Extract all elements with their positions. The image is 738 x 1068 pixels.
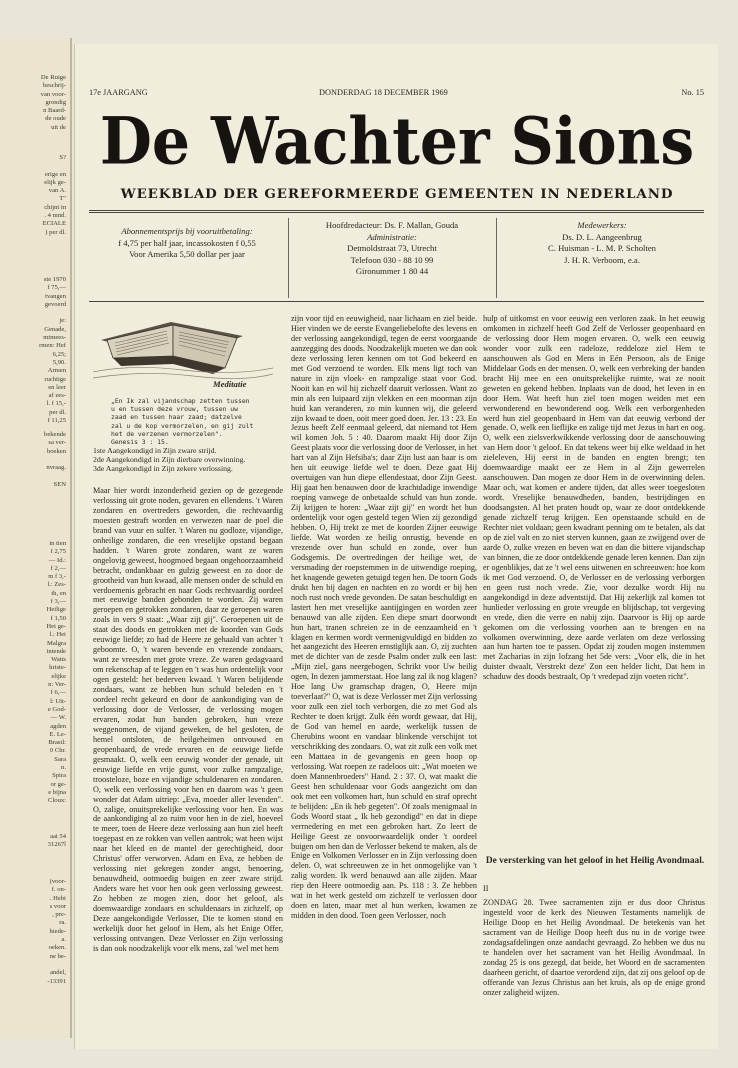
agenda-item: 2de Aangekondigd in Zijn dierbare overwinning.: [93, 455, 246, 465]
article-column-1: [93, 486, 283, 1044]
address-line: Detmoldstraat 73, Utrecht: [347, 243, 437, 254]
agenda-item: 3de Aangekondigd in Zijn zekere verlossing.: [93, 464, 233, 474]
subscription-box: [89, 218, 285, 298]
contributor-name: Ds. D. L. Aangeenbrug: [562, 231, 642, 242]
prev-fragment: (voor- f. on- . Hebt s voor , pre- ra. hiede- a. oeken. ne be- andel, -13391: [47, 878, 66, 985]
masthead-subtitle: WEEKBLAD DER GEREFORMEERDE GEMEENTEN IN NEDERLAND: [120, 186, 674, 202]
subscription-line: f 4,75 per half jaar, incassokosten f 0,55: [118, 237, 256, 248]
prev-fragment: S? erige en elijk ge- van A. T" chijnt in . 4 mnd. ECIALE ) per dl.: [42, 154, 66, 236]
prev-fragment: De Ruige beschrij- van voor- grondig n Baard- de oude uit de: [40, 74, 66, 131]
box-divider: [288, 218, 289, 298]
section-heading: De versterking van het geloof in het Heilig Avondmaal.: [485, 856, 705, 866]
meditation-quote: „En Ik zal vijandschap zetten tussen u en tussen deze vrouw, tussen uw zaad en tussen haar zaad; datzelve zal u de kop vermorzelen, en gij zult het de verzenen vermorzelen". Genesis 3 : 15.: [111, 397, 254, 447]
meditation-label: Meditatie: [213, 379, 247, 389]
prev-fragment: aat 54 31267l: [47, 833, 66, 849]
date-label: DONDERDAG 18 DECEMBER 1969: [319, 88, 448, 97]
volume-label: 17e JAARGANG: [89, 88, 148, 97]
previous-page-strip: [0, 38, 72, 1038]
contributor-name: J. H. R. Verboom, e.a.: [564, 254, 640, 265]
issue-number: No. 15: [681, 88, 704, 97]
header-rule: [89, 210, 704, 211]
admin-heading: Administratie:: [367, 231, 417, 242]
article-column-2: [291, 314, 477, 1044]
contributors-box: [499, 218, 705, 298]
prev-fragment: in tien f 2,75 — Id.: f 2,— m f 3,- l.: Zes- th, en f 3,— Heilige f 1,50 Het ge- l.: Het Malgra intende Watts hriste- elijke n: Ver- f 6,— l: Uit- e God- — W. agden E. Le- Brasil: 0 Chr. Sara n. Spira or ge- e bijna Cloux:: [46, 540, 66, 805]
phone-line: Telefoon 030 - 88 10 99: [350, 254, 434, 265]
article-column-3b: [483, 898, 705, 1044]
column-text: hulp of uitkomst en voor eeuwig een verloren zaak. In het eeuwig omkomen in zichzelf heeft God Zelf de Verlosser geopenbaard en de verlossing door Hem mogen ervaren. O, welk een eeuwig wonder voor zulk een radeloze, reddeloze ziel Hem te aanschouwen als God en Mens in Eén Persoon, als de Enige Middelaar Gods en der mensen. O, welk een verbreking der banden bracht Hij mee en een onuitsprekelijke ruimte, wat ze nooit geweten en gekend hebben. Inplaats van de dood, het leven in en door Hem. Wat heeft hun ziel toen mogen weiden met een verwonderend en bewonderend oog. Welk een verborgenheden werd hun ziel geopenbaard in Hem van dat eeuwig verbond der genade. O, welk een lieflijke en zalige tijd met Jezus in hart en oog. O, welk een zielsverkwikkende verlossing door de aanschouwing van Hem door 't geloof. En dat tekens weer bij elke weldaad in het zieleleven, Hij eerst in de banden en engten brengt; ten doemwaardige maakt eer ze Hem in al Zijn gewerrelen aanschouwen. Dan mogen ze door Hem in de overwinning delen. Maar och, wat komen er andere tijden, dat alles weer toegesloten wordt. Vreselijke benauwdheden, banden, bestrijdingen en doodsangsten. Al het praten houdt op, waar ze door ontdekkende genade zichzelf terug krijgen. Een openstaande schuld en de Rechter niet voldaan; geen kwadrant penning om te betalen, als dat op de ziel valt en zo niet sterven kunnen, gaan ze zwijgend over de aarde O, zulke vrezen en beven wat en dan die bittere vijandschap van binnen, die ze door ontdekkende genade leren kennen. Dan zijn er ogenblikjes, dat ze 't wel eens uitwenen en schreeuwen: hoe kom ik met God verzoend. O, de Verlosser en de verlossing verborgen en geen rust noch vrede. Zie, voor dezulke wordt Hij nu aangekondigd in deze adventstijd. Dat Hij zekerlijk zal komen tot hunlieder verlossing en grote vreugde en blijdschap, tot vergeving en vrede, dien die verre en nabij zijn. Daarvoor is Hij op aarde gekomen om die verlossing voorhen aan te brengen en na volkomen overwinning, deze aarde verlaten om deze verlossing aan hun harten toe te passen. Opdat zij zouden mogen instemmen met Zacharias in zijn lofzang het 5de vers: „Voor elk, die in het duister dwaalt, Verstrekt deze' Zon een helder licht, Dat hem in schaduw des doods bestraalt, Op 't vredepad zijn voeten richt".: [483, 314, 705, 682]
prev-fragment: bekende sa ver- boeken nvraag. SEN: [44, 431, 66, 488]
header-rule: [89, 301, 704, 302]
header-rule: [89, 212, 704, 213]
subscription-line: Voor Amerika 5,50 dollar per jaar: [129, 249, 245, 260]
giro-line: Gironummer 1 80 44: [355, 266, 429, 277]
column-text: Maar hier wordt inzonderheid gezien op de gezegende verlossing uit grote noden, gevaren en ellendens. 't Waren zondaren en overtreders geworden, die rechtvaardig moesten gestraft worden en verwezen naar de poel die brand van vuur en sulfer. 't Waren nu godloze, vijandige, onheilige zondaren, die een vreselijke opstand begaan hadden. 't Waren grote zondaren, want ze waren ongelovig geweest, hoogmoed begaan ongehoorzaamheid betracht, ondankbaar en gulzig geweest en zo door de grootheid van hun kwaad, alle mensen onder de schuld en verdoemenis gebracht en naar Gods rechtvaardig oordeel met eeuwige banden gebonden te worden. Zij waren geroepen en getrokken zondaren, daar ze geroepen waren zoals in vers 9 staat: „Waar zijt gij". Geroepenen uit de staat des doods en getrokken met de koorden van Gods eeuwige liefde; zo had de Heere ze gehaald van achter 't geboomte. O, 't waren bevende en vrezende zondaars, want ze vreesden met grote vreze. Ze waren gedagvaard om rekenschap af te leggen en 't was hun ordentelijk voor ogen gesteld: het bederven kwaad. 't Waren belijdende zondaars, want ze hebben hun schuld beleden en 't oordeel recht gekeurd en door de aankondiging van de verlossing door de Verlosser, de verlossing mogen ervaren, zodat hun banden gebroken, hun vreze weggenomen, de vijand geweken, de hel gesloten, de hemel ontsloten, de heilgeheimen ontvouwd en geopenbaard, de vrede ervaren en de eeuwige liefde gesmaakt. O, welk een eeuwig wonder der genade, uit eeuwige liefde en vrije gunst, voor zulke rampzalige, troosteloze, boze en vijandige schuldenaren en zondaren. O, welk een verlossing voor hen en daarom was 't geen wonder dat Adam uitriep: „Eva, moeder aller levenden". O, zalige, onuitsprekelijke verlossing voor hen. En was de aankondiging al zo ruim voor hen in de ziel, hoeveel te meer, toen de Heere deze verlossing aan hun ziel heeft toegepast en ze rokken van vellen aantrok; wat heen wijst naar het kleed en de mantel der gerechtigheid, door Christus' offer verworven. Adam en Eva, ze hebben de verlossing niet gekregen zonder angst, benoering, benauwdheid, ootmoedig buigen en zeer zware strijd. Anders ware het voor hen ook geen verlossing geweest. Zo hebben ze mogen zien, door het geloof, als doemwaardige zondaars en schuldenaars in zichzelf, op Deze aangekondigde Verlosser, Die te komen stond en werkelijk door het geloof in Hem, als het Enige Offer, verlossing ontvangen. Deze Verlosser en Zijn verlossing is dan ook noodzakelijk voor elk mens, zal 'wel met hem: [93, 486, 283, 953]
newspaper-page: [74, 44, 718, 1049]
subscription-heading: Abonnementsprijs bij vooruitbetaling:: [121, 226, 253, 236]
contributor-name: C. Huisman - L. M. P. Scholten: [548, 243, 656, 254]
box-divider: [496, 218, 497, 298]
section-number: II: [483, 884, 489, 893]
column-text: zijn voor tijd en eeuwigheid, naar lichaam en ziel beide. Hier vinden we de eerste Evangeliebelofte des levens en der verlossing aangekondigd, tegen de eerst voorgaande aanzegging des doods. Noodzakelijk moeten we dan ook deze verlossing leren kennen om tot God bekeerd en met God verzoend te worden. Elk mens ligt toch van nature in zijn vloek- en rampzalige staat voor God. Nooit kan en wil hij zichzelf daaruit verlossen. Want zo min als een luipaard zijn vlekken en een moorman zijn huid kan veranderen, zo min kunnen wij, die geleerd zijn kwaad te doen, ooit meer goed doen. Jer. 13 : 23. En Jezus heeft Zelf eenmaal geleerd, dat niemand tot Hem wil komen Joh. 5 : 40. Daarom maakt Hij door Zijn Geest plaats voor die verlossing door de Verlosser, in het hart van al Zijn Hefsiba's; daar Zijn lust aan haar is om hen uit eeuwige liefde wel te doen. Deze gaat Hij overtuigen van hun diepe ellendestaat, door Zijn Geest. Hij gaat hen benauwen door de krachtdadige inwendige roeping vanwege de onbetaalde schuld van hun zonde. Zij krijgen te horen: „Waar zijt gij" en wordt het hun ordentelijk voor ogen gesteld tegen Wien zij gezondigd hebben. O, Hij trekt ze met de koorden Zijner eeuwige liefde. Wat worden ze heilig onrustig, bevende en vrezende over hun schuld en zonde, over hun Godsgemis. De overtredingen der heilige wet, de versmading der roepstemmen in de uitwendige roeping, het knagende geweten getuigd tegen hen. De toorn Gods drukt hen bij dagen en nachten en zo wordt er bij hen noch rust noch vrede gevonden. De satan beschuldigt en lastert hen met vreselijke aantijgingen en worden zeer benauwd van alle zijden. Een diepe smart doorwondt hun hart, tranen schreien ze in de eenzaamheid en 't klagen en kermen wordt vermenigvuldigd en bidden zo het aangezicht des Heeren ernstiglijk aan. O, zij zuchten met de dichter van de zesde Psalm onder zulk een last: „Mijn ziel, gans neergebogen, Schrikt voor Uw heilig ogen, In dezen jammerstaat. Hoe lang zal ik nog klagen? Hoe lang Uw gramschap dragen, O, Heere mijn toeverlaat?" O, wat is deze Verlosser met Zijn verlossing voor zulk een ziel toch verborgen, die zo met God als Rechter te doen krijgt. Zulk één wordt gewaar, dat Hij, de God van hemel en aarde, werkelijk tussen de Cherubins woont en vandaar blinkende verschijnt tot verschrikking des zondaars. O, wat zit zulk een volk met een Mattaea in de gevangenis en geen hoop op verlossing. Wat roepen ze radeloos uit: „Wat moeten we doen Mannenbroeders" Hand. 2 : 37. O, wat maakt die Geest hen schuldenaar voor Gods aangezicht om dan ook met een volkomen hart, hun schuld en straf oprecht te belijden: „En ik heb gegeten". Of zoals menigmaal in Gods Woord staat „ Ik heb gezondigd" en dat in diepe verrnedering en met een gebroken hart. Zo leert de Heilige Geest ze onvoorwaardelijk onder 't oordeel buigen om hen dan de Verlosser bekend te maken, als de Enige en Volkomen Verlosser en in Zijn verlossing doen delen. O, wat schreeuwen ze in het onmogelijke van 't zalig worden. Ik werd benauwd aan alle zijden. Maar riep den Heere ootmoedig aan. Ps. 118 : 3. Ze hebben wat in het werk gesteld om zichzelf te verlossen door doen en laten, maar met al hun werken, kwamen ze midden in den dood. Toen geen Verlosser, noch: [291, 314, 477, 921]
meditation-agenda: [93, 446, 293, 474]
article-column-3: [483, 314, 705, 850]
editor-line: Hoofdredacteur: Ds. F. Mallan, Gouda: [325, 220, 459, 230]
contributors-heading: Medewerkers:: [577, 220, 627, 230]
column-text: ZONDAG 28. Twee sacramenten zijn er dus door Christus ingesteld voor de kerk des Nieuwen Testaments namelijk de Heilige Doop en het Heilig Avondmaal. De betekenis van het sacrament van de Heilige Doop heeft dus nu in de vorige twee zondagsafdelingen onze aandacht gevraagd. Zo hebben we dus nu te handelen over het sacrament van het Heilig Avondmaal. In zondag 25 is ons gezegd, dat beide, het Woord en de sacramenten daarheen gericht, of daartoe verordend zijn, dat zij ons geloof op de offerande van Jezus Christus aan het kruis, als op de enige grond onzer zaligheid wijzen.: [483, 898, 705, 997]
agenda-item: 1ste Aangekondigd in Zijn zware strijd.: [93, 446, 217, 455]
editorial-box: [291, 218, 493, 298]
masthead-title: De Wachter Sions: [99, 104, 695, 180]
prev-fragment: ste 1970 f 75,— tvangen gevoerd je: Genade, mtmees- rmen: Hef 6,25; 5,90. Armen ruchtige en leer af zes- l. f 15,- per dl. f 11,25: [39, 276, 66, 425]
